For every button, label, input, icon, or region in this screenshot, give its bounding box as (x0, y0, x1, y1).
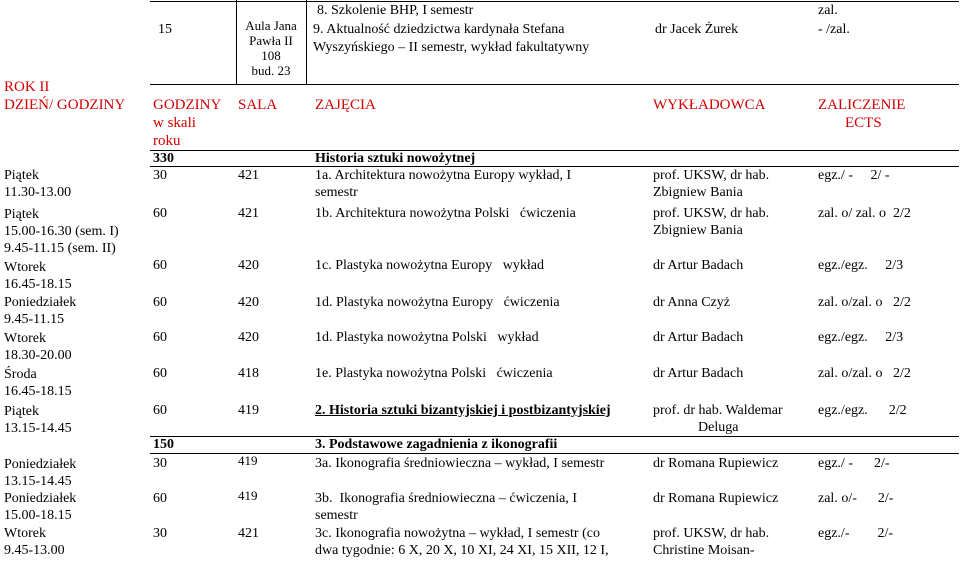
year-label: ROK II (4, 79, 50, 95)
course: 1d. Plastyka nowożytna Europy ćwiczenia (315, 295, 560, 310)
course: 1b. Architektura nowożytna Polski ćwiczenia (315, 206, 576, 221)
credit: zal. o/zal. o 2/2 (818, 366, 911, 381)
room: 421 (238, 168, 259, 183)
time: 9.45-11.15 (4, 312, 65, 327)
section-title: 3. Podstawowe zagadnienia z ikonografii (315, 437, 558, 452)
prev-item8: 8. Szkolenie BHP, I semestr (317, 3, 474, 18)
time: 13.15-14.45 (4, 474, 72, 489)
room: 421 (238, 526, 259, 541)
room: 419 (238, 488, 258, 503)
day: Poniedziałek (4, 491, 77, 506)
hours: 60 (153, 403, 167, 418)
hours: 30 (153, 526, 167, 541)
room: 420 (238, 330, 259, 345)
day: Piątek (4, 404, 39, 419)
lecturer: prof. dr hab. Waldemar (653, 403, 783, 418)
hours: 60 (153, 330, 167, 345)
room: 418 (238, 366, 259, 381)
section-hours: 150 (153, 437, 174, 452)
time: 18.30-20.00 (4, 348, 72, 363)
prev-item8-credit: zal. (818, 3, 838, 18)
credit: egz./- 2/- (818, 526, 894, 541)
hours: 60 (153, 491, 167, 506)
course: 1d. Plastyka nowożytna Polski wykład (315, 330, 539, 345)
day: Piątek (4, 207, 39, 222)
lecturer: Zbigniew Bania (653, 223, 743, 238)
credit: zal. o/ zal. o 2/2 (818, 206, 911, 221)
course: 1e. Plastyka nowożytna Polski ćwiczenia (315, 366, 553, 381)
header-hours: GODZINY (153, 97, 222, 113)
day: Piątek (4, 168, 39, 183)
day: Poniedziałek (4, 457, 77, 472)
lecturer: dr Artur Badach (653, 366, 744, 381)
lecturer: Christine Moisan- (653, 543, 755, 558)
day: Poniedziałek (4, 295, 77, 310)
hours: 60 (153, 295, 167, 310)
prev-room-line: bud. 23 (251, 63, 291, 78)
header-day: DZIEŃ/ GODZINY (4, 97, 126, 113)
course: semestr (315, 508, 358, 523)
time: 9.45-13.00 (4, 543, 65, 558)
header-hours: roku (153, 133, 181, 149)
course: 2. Historia sztuki bizantyjskiej i postbizantyjskiej (315, 403, 611, 418)
hours: 60 (153, 206, 167, 221)
day: Wtorek (4, 260, 46, 275)
lecturer: Deluga (698, 420, 739, 435)
course: dwa tygodnie: 6 X, 20 X, 10 XI, 24 XI, 15 XII, 12 I, (315, 543, 609, 558)
course: semestr (315, 185, 358, 200)
time: 13.15-14.45 (4, 421, 72, 436)
day: Wtorek (4, 526, 46, 541)
day: Środa (4, 367, 37, 382)
lecturer: prof. UKSW, dr hab. (653, 168, 770, 183)
prev-room (238, 18, 304, 78)
lecturer: dr Anna Czyż (653, 295, 730, 310)
lecturer: prof. UKSW, dr hab. (653, 526, 770, 541)
prev-room-line: 108 (261, 48, 281, 63)
time: 11.30-13.00 (4, 185, 72, 200)
section-title: Historia sztuki nowożytnej (315, 151, 476, 166)
credit: egz./egz. 2/3 (818, 330, 904, 345)
prev-hours: 15 (158, 22, 172, 37)
room: 421 (238, 206, 259, 221)
lecturer: dr Romana Rupiewicz (653, 456, 779, 471)
lecturer: Zbigniew Bania (653, 185, 743, 200)
credit: egz./egz. 2/3 (818, 258, 904, 273)
lecturer: dr Romana Rupiewicz (653, 491, 779, 506)
prev-room-line: Pawła II (249, 33, 293, 48)
time: 16.45-18.15 (4, 384, 72, 399)
time: 9.45-11.15 (sem. II) (4, 241, 116, 256)
prev-item9-lecturer: dr Jacek Żurek (655, 22, 739, 37)
time: 16.45-18.15 (4, 277, 72, 292)
prev-room-line: Aula Jana (245, 18, 297, 33)
header-room: SALA (238, 97, 278, 113)
header-course: ZAJĘCIA (315, 97, 376, 113)
day: Wtorek (4, 331, 46, 346)
room: 420 (238, 258, 259, 273)
course: 3a. Ikonografia średniowieczna – wykład, I semestr (315, 456, 605, 471)
course: 3b. Ikonografia średniowieczna – ćwiczenia, I (315, 491, 577, 506)
time: 15.00-18.15 (4, 508, 72, 523)
prev-item9-line2: Wyszyńskiego – II semestr, wykład fakultatywny (313, 40, 590, 55)
lecturer: dr Artur Badach (653, 330, 744, 345)
header-hours: w skali (153, 115, 196, 131)
course: 1c. Plastyka nowożytna Europy wykład (315, 258, 545, 273)
hours: 60 (153, 366, 167, 381)
header-credit: ECTS (845, 115, 882, 131)
credit: egz./ - 2/ - (818, 168, 890, 183)
header-lecturer: WYKŁADOWCA (653, 97, 766, 113)
lecturer: dr Artur Badach (653, 258, 744, 273)
time: 15.00-16.30 (sem. I) (4, 224, 119, 239)
prev-item9-line1: 9. Aktualność dziedzictwa kardynała Stefana (313, 22, 565, 37)
section-hours: 330 (153, 151, 174, 166)
credit: zal. o/zal. o 2/2 (818, 295, 911, 310)
prev-item9-credit: - /zal. (818, 22, 850, 37)
room: 419 (238, 403, 259, 418)
hours: 30 (153, 168, 167, 183)
room: 419 (238, 453, 258, 468)
course: 1a. Architektura nowożytna Europy wykład, I (315, 168, 572, 183)
lecturer: prof. UKSW, dr hab. (653, 206, 770, 221)
credit: egz./egz. 2/2 (818, 403, 907, 418)
header-credit: ZALICZENIE (818, 97, 906, 113)
credit: zal. o/- 2/- (818, 491, 894, 506)
course: 3c. Ikonografia nowożytna – wykład, I semestr (co (315, 526, 600, 541)
credit: egz./ - 2/- (818, 456, 890, 471)
hours: 30 (153, 456, 167, 471)
hours: 60 (153, 258, 167, 273)
room: 420 (238, 295, 259, 310)
